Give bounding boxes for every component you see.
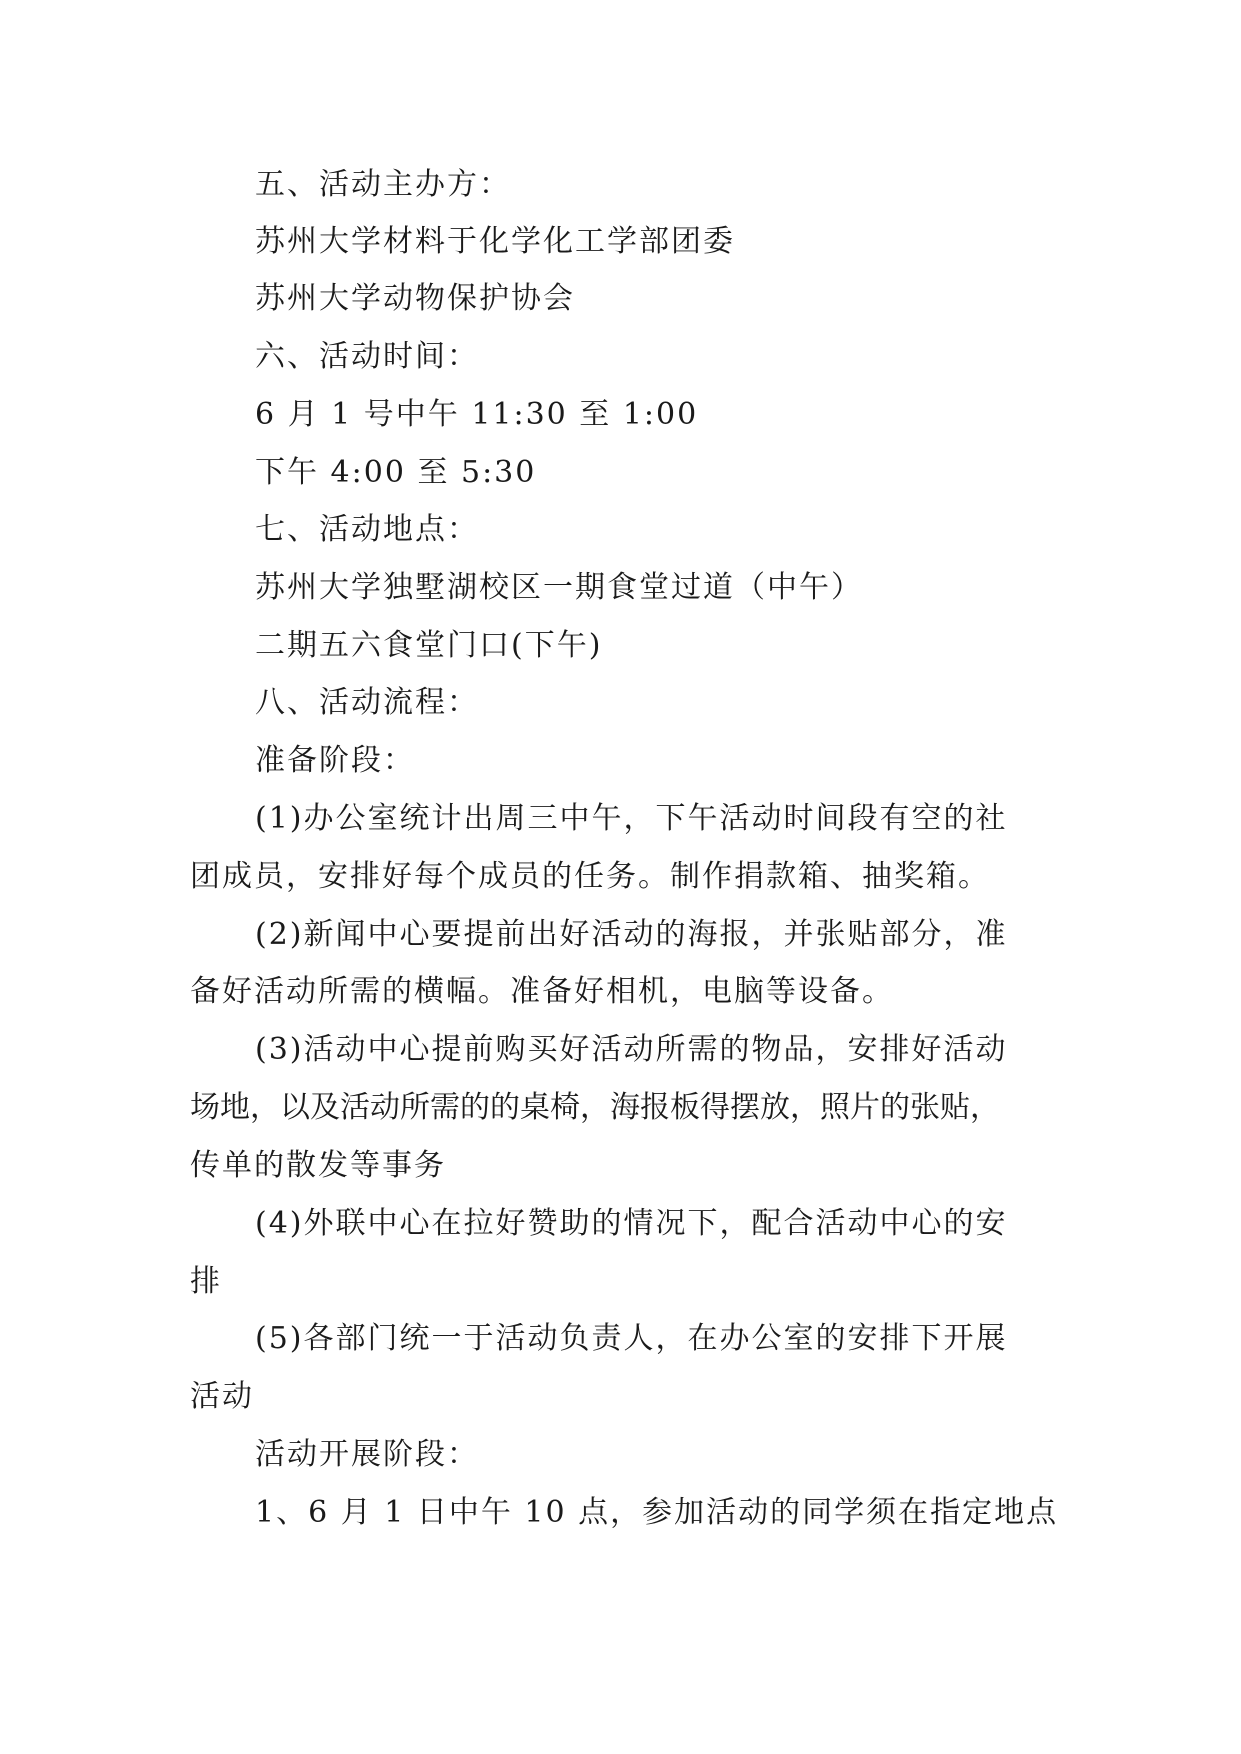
paragraph-4-line-2: 排 bbox=[190, 1264, 222, 1299]
heading-process: 八、活动流程： bbox=[255, 685, 479, 720]
paragraph-5-line-2: 活动 bbox=[190, 1379, 254, 1414]
time-line-2: 下午 4:00 至 5:30 bbox=[255, 455, 537, 490]
paragraph-3-line-3: 传单的散发等事务 bbox=[190, 1148, 446, 1183]
organizer-line-1: 苏州大学材料于化学化工学部团委 bbox=[255, 224, 735, 259]
subheading-activity-stage: 活动开展阶段： bbox=[255, 1437, 479, 1472]
subheading-preparation: 准备阶段： bbox=[255, 743, 415, 778]
paragraph-2-line-2: 备好活动所需的横幅。准备好相机，电脑等设备。 bbox=[190, 974, 894, 1009]
location-line-1: 苏州大学独墅湖校区一期食堂过道（中午） bbox=[255, 570, 863, 605]
heading-organizer: 五、活动主办方： bbox=[255, 167, 511, 202]
paragraph-1-line-2: 团成员，安排好每个成员的任务。制作捐款箱、抽奖箱。 bbox=[190, 859, 990, 894]
organizer-line-2: 苏州大学动物保护协会 bbox=[255, 281, 575, 316]
heading-location: 七、活动地点： bbox=[255, 512, 479, 547]
paragraph-2-line-1: (2)新闻中心要提前出好活动的海报，并张贴部分，准 bbox=[255, 917, 1008, 952]
paragraph-4-line-1: (4)外联中心在拉好赞助的情况下，配合活动中心的安 bbox=[255, 1206, 1008, 1241]
time-line-1: 6 月 1 号中午 11:30 至 1:00 bbox=[255, 397, 699, 432]
location-line-2: 二期五六食堂门口(下午) bbox=[255, 628, 603, 663]
paragraph-5-line-1: (5)各部门统一于活动负责人，在办公室的安排下开展 bbox=[255, 1321, 1008, 1356]
activity-stage-line-1: 1、6 月 1 日中午 10 点，参加活动的同学须在指定地点 bbox=[255, 1495, 1059, 1530]
heading-time: 六、活动时间： bbox=[255, 339, 479, 374]
paragraph-3-line-2: 场地，以及活动所需的的桌椅，海报板得摆放，照片的张贴， bbox=[190, 1090, 1000, 1125]
paragraph-1-line-1: (1)办公室统计出周三中午，下午活动时间段有空的社 bbox=[255, 801, 1008, 836]
paragraph-3-line-1: (3)活动中心提前购买好活动所需的物品，安排好活动 bbox=[255, 1032, 1008, 1067]
